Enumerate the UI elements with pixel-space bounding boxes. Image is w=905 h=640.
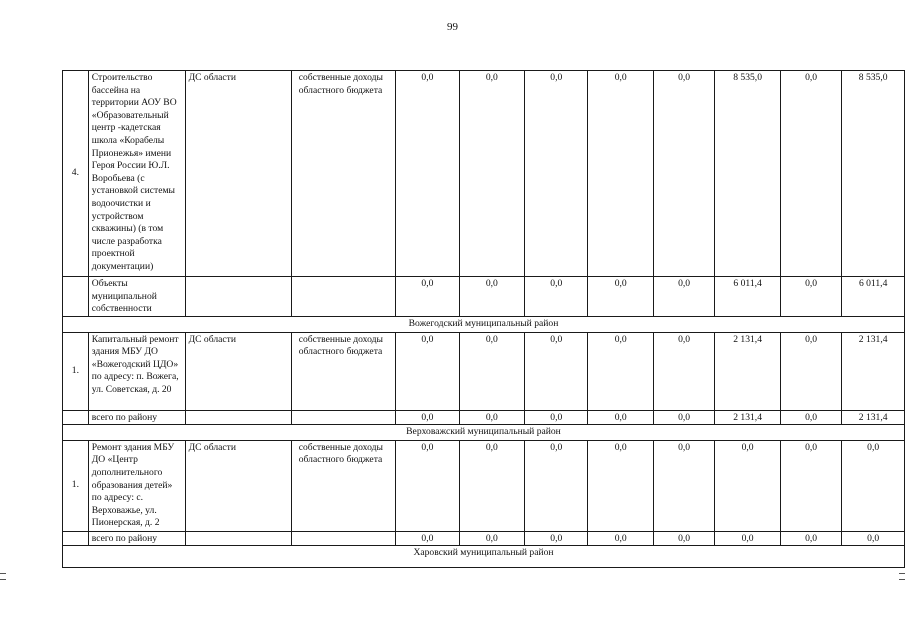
table-row [63,410,905,425]
funding-source [291,410,395,425]
table-row [63,440,905,531]
value-cell: 2 131,4 [715,332,781,410]
value-cell: 6 011,4 [842,277,905,317]
section-row [63,546,905,568]
object-name: Объекты муниципальной собственности [88,277,185,317]
customer-cell: ДС области [185,440,291,531]
value-cell: 0,0 [459,332,524,410]
value-cell: 0,0 [653,71,714,277]
value-cell: 0,0 [588,410,653,425]
value-cell: 0,0 [842,440,905,531]
value-cell: 0,0 [715,531,781,546]
value-cell: 8 535,0 [842,71,905,277]
value-cell: 0,0 [780,410,841,425]
total-label: всего по району [88,410,185,425]
value-cell: 0,0 [653,332,714,410]
value-cell: 0,0 [459,410,524,425]
row-number: 1. [63,440,89,531]
customer-cell: ДС области [185,71,291,277]
table-row [63,332,905,410]
section-title: Харовский муниципальный район [63,546,905,568]
section-row [63,425,905,441]
section-title: Верховажский муниципальный район [63,425,905,441]
value-cell: 6 011,4 [715,277,781,317]
value-cell: 0,0 [780,332,841,410]
scan-mark [0,573,6,574]
value-cell: 0,0 [525,440,588,531]
row-number [63,277,89,317]
value-cell: 0,0 [525,332,588,410]
value-cell: 0,0 [396,332,459,410]
row-number [63,531,89,546]
section-title: Вожегодский муниципальный район [63,317,905,333]
value-cell: 0,0 [459,71,524,277]
row-number [63,410,89,425]
value-cell: 0,0 [459,440,524,531]
value-cell: 0,0 [780,531,841,546]
value-cell: 0,0 [653,531,714,546]
value-cell: 0,0 [588,531,653,546]
value-cell: 2 131,4 [842,332,905,410]
value-cell: 0,0 [780,71,841,277]
value-cell: 0,0 [715,440,781,531]
funding-source: собственные доходы областного бюджета [291,440,395,531]
value-cell: 0,0 [525,277,588,317]
customer-cell [185,277,291,317]
value-cell: 0,0 [525,71,588,277]
value-cell: 0,0 [588,440,653,531]
funding-source: собственные доходы областного бюджета [291,71,395,277]
value-cell: 0,0 [780,277,841,317]
value-cell: 0,0 [396,531,459,546]
object-name: Строительство бассейна на территории АОУ ВО «Образовательный центр -кадетская школа «Корабелы Прионежья» имени Героя России Ю.Л. Воробьева (с установкой системы водоочистки и устройством скважины) (в том числе разработка проектной документации) [88,71,185,277]
value-cell: 2 131,4 [715,410,781,425]
value-cell: 8 535,0 [715,71,781,277]
value-cell: 0,0 [588,71,653,277]
value-cell: 0,0 [396,277,459,317]
value-cell: 0,0 [653,277,714,317]
value-cell: 0,0 [525,531,588,546]
value-cell: 0,0 [588,277,653,317]
scan-mark [899,579,905,580]
value-cell: 0,0 [653,440,714,531]
value-cell: 0,0 [396,440,459,531]
value-cell: 0,0 [780,440,841,531]
scan-mark [899,573,905,574]
value-cell: 0,0 [588,332,653,410]
budget-table [62,70,905,568]
table-row [63,277,905,317]
object-name: Капитальный ремонт здания МБУ ДО «Вожегодский ЦДО» по адресу: п. Вожега, ул. Советская, д. 20 [88,332,185,410]
table-row [63,531,905,546]
section-row [63,317,905,333]
customer-cell [185,531,291,546]
value-cell: 0,0 [653,410,714,425]
value-cell: 0,0 [396,410,459,425]
value-cell: 0,0 [842,531,905,546]
value-cell: 2 131,4 [842,410,905,425]
value-cell: 0,0 [459,531,524,546]
row-number: 1. [63,332,89,410]
value-cell: 0,0 [459,277,524,317]
customer-cell [185,410,291,425]
object-name: Ремонт здания МБУ ДО «Центр дополнительного образования детей» по адресу: с. Верховажье, ул. Пионерская, д. 2 [88,440,185,531]
total-label: всего по району [88,531,185,546]
value-cell: 0,0 [396,71,459,277]
customer-cell: ДС области [185,332,291,410]
row-number: 4. [63,71,89,277]
table-row [63,71,905,277]
scan-mark [0,579,6,580]
page-number: 99 [447,21,458,33]
value-cell: 0,0 [525,410,588,425]
funding-source [291,531,395,546]
funding-source [291,277,395,317]
funding-source: собственные доходы областного бюджета [291,332,395,410]
